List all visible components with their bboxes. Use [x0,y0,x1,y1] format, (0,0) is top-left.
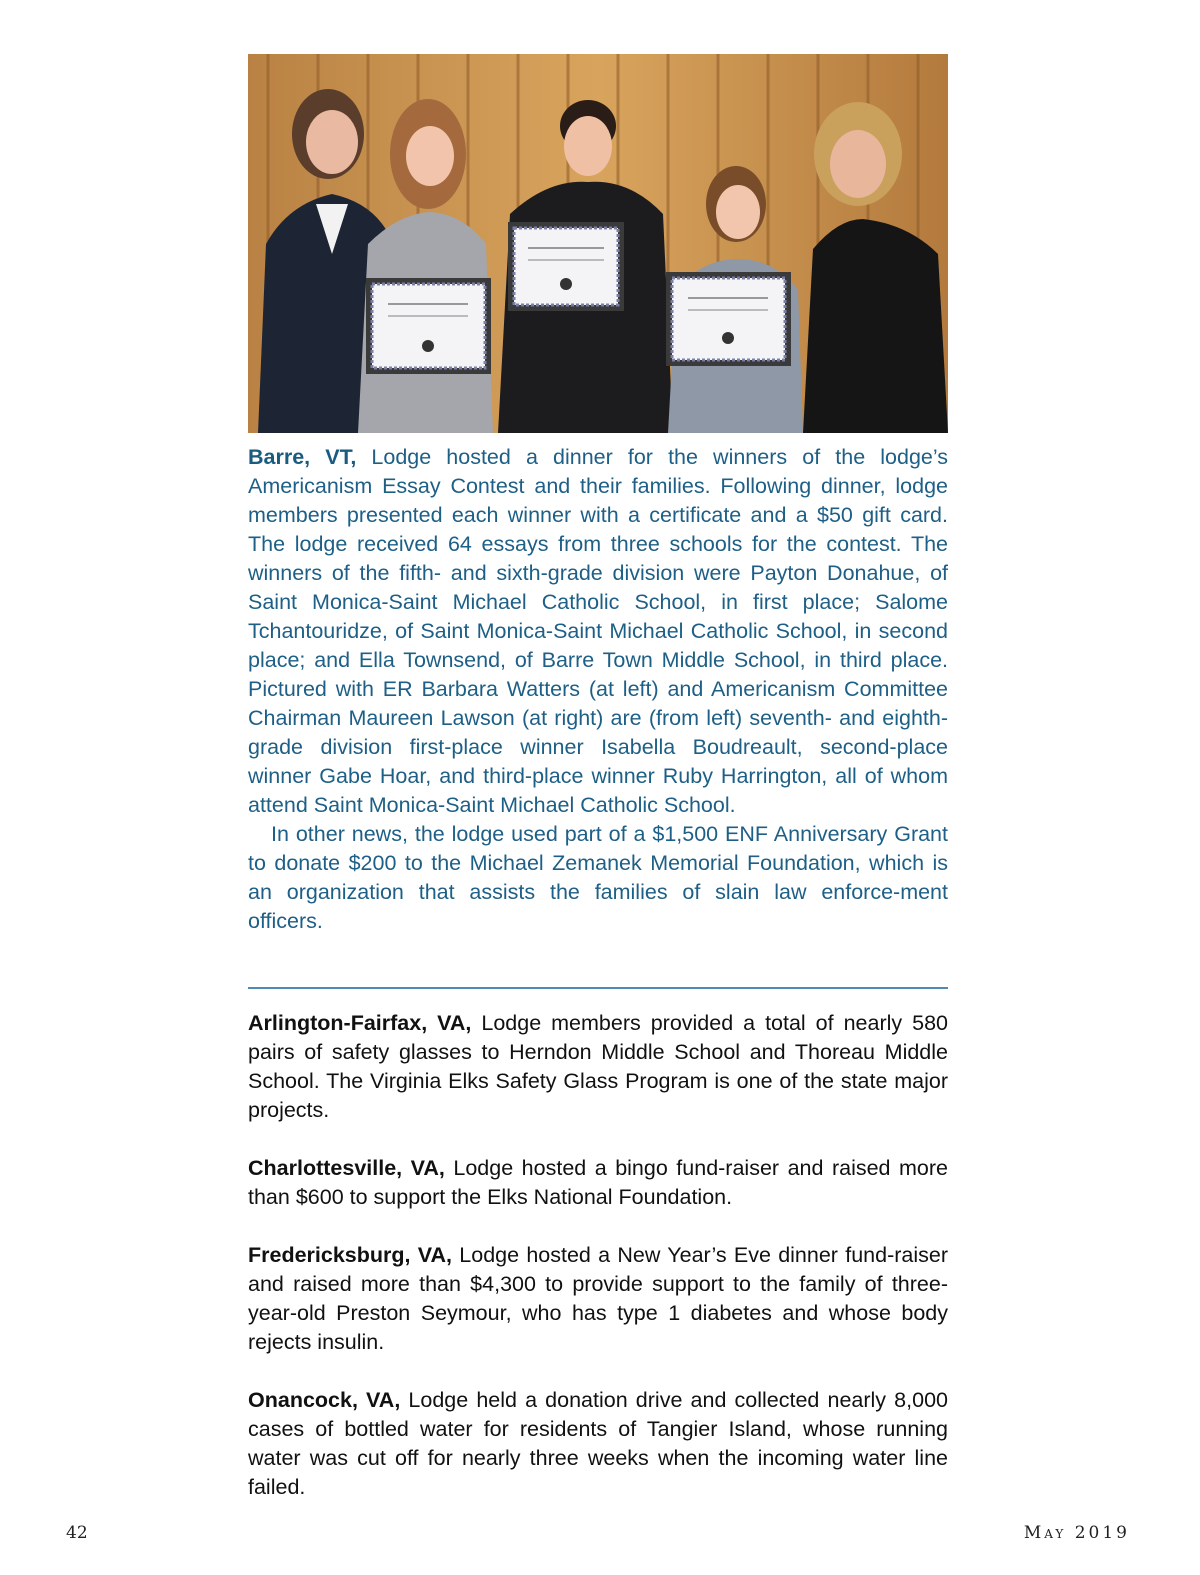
photo-illustration [248,54,948,433]
certificate-right [666,272,791,366]
news-item-body: Lodge hosted a New Year’s Eve dinner fund-raiser and raised more than $4,300 to provide support to the family of three-year-old Preston Seymour, who has type 1 diabetes and whose body rejects insulin. [248,1243,948,1354]
lodge-news-list [248,1009,948,1531]
news-item-lead: Fredericksburg, VA, [248,1243,453,1267]
barre-lead: Barre, VT, [248,445,357,469]
news-item-fredericksburg [248,1241,948,1357]
news-item-lead: Arlington-Fairfax, VA, [248,1011,472,1035]
news-item-arlington [248,1009,948,1125]
barre-paragraph-2: In other news, the lodge used part of a $1,500 ENF Anniversary Grant to donate $200 to the Michael Zemanek Memorial Foundation, which is an organization that assists the families of slain law enforce-ment officers. [248,822,948,933]
news-item-body: Lodge held a donation drive and collected nearly 8,000 cases of bottled water for residents of Tangier Island, whose running water was cut off for nearly three weeks when the incoming water line failed. [248,1388,948,1499]
news-item-onancock [248,1386,948,1502]
page-number: 42 [66,1523,88,1543]
news-item-lead: Onancock, VA, [248,1388,401,1412]
section-divider [248,987,948,989]
barre-paragraph [248,443,948,820]
news-item-charlottesville [248,1154,948,1212]
news-item-lead: Charlottesville, VA, [248,1156,445,1180]
issue-date: May 2019 [1023,1523,1130,1543]
certificate-center [508,222,624,311]
news-item-body: Lodge hosted a bingo fund-raiser and raised more than $600 to support the Elks National Foundation. [248,1156,948,1209]
barre-body: Lodge hosted a dinner for the winners of the lodge’s Americanism Essay Contest and their families. Following dinner, lodge members presented each winner with a certificate and a $50 gift card. The lodge received 64 essays from three schools for the contest. The winners of the fifth- and sixth-grade division were Payton Donahue, of Saint Monica-Saint Michael Catholic School, in first place; Salome Tchantouridze, of Saint Monica-Saint Michael Catholic School, in second place; and Ella Townsend, of Barre Town Middle School, in third place. Pictured with ER Barbara Watters (at left) and Americanism Committee Chairman Maureen Lawson (at right) are (from left) seventh- and eighth-grade division first-place winner Isabella Boudreault, second-place winner Gabe Hoar, and third-place winner Ruby Harrington, all of whom attend Saint Monica-Saint Michael Catholic School. [248,445,948,817]
group-photo [248,54,948,433]
news-item-body: Lodge members provided a total of nearly 580 pairs of safety glasses to Herndon Middle School and Thoreau Middle School. The Virginia Elks Safety Glass Program is one of the state major projects. [248,1011,948,1122]
barre-article [248,443,948,936]
certificate-left [366,278,491,374]
